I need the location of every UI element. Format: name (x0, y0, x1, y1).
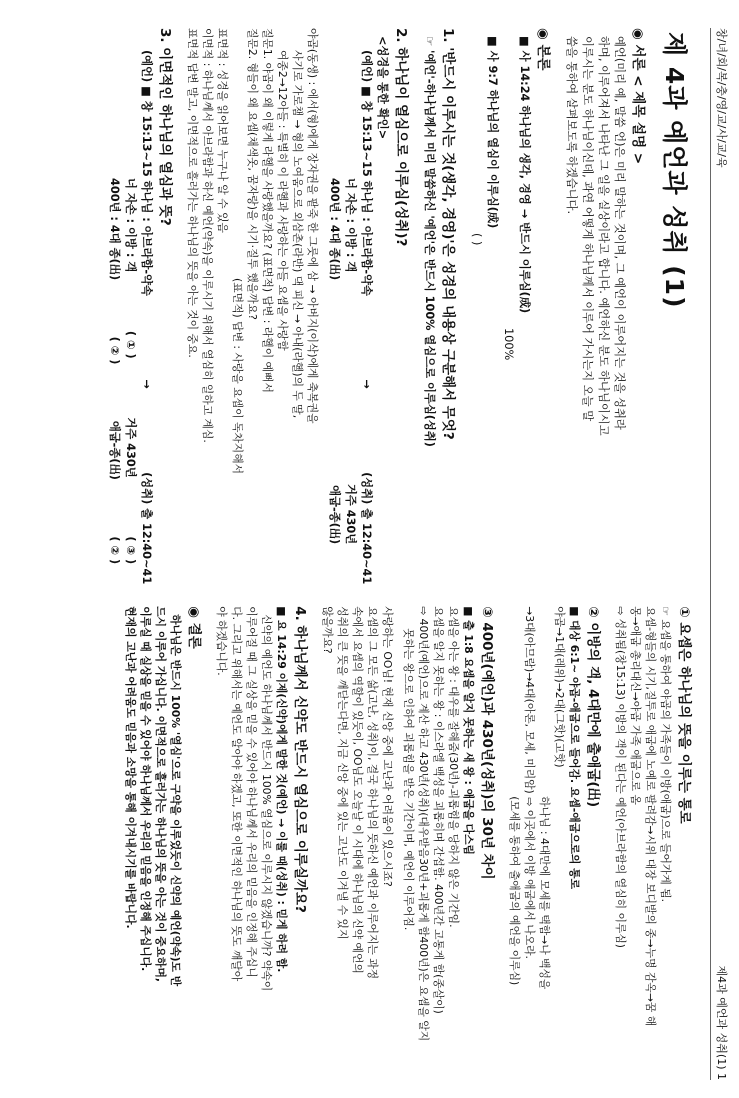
story-line: (표면적) 답변 : 사랑을 요셉이 독차지해서 (231, 278, 244, 475)
example-cell: 애굽-종(出) (108, 420, 121, 480)
example-blank: ( ① ) (124, 330, 137, 359)
story-line: 이면적 : 하나님께서 아브라함과 하신 예언(약속)을 이루시기 위해서 열심히 일하고 계심. (201, 28, 214, 443)
question-4-line: 이루어질 때 그 실상을 믿을 수 있어야 하나님께서 우리의 믿음을 인정해 주십니 (245, 606, 258, 978)
example-prophecy: (예언) ■ 창 15:13~15 하나님 : 아브라함-약속 (360, 50, 373, 296)
conclusion-line: 하나님은 반드시 100% '열심'으로 구약을 이루었듯이 신약의 예언(약속)도 반 (169, 614, 182, 987)
point-3-line: 못하는 왕으로 인하여 괴롭힘을 받은 기간이며, 예언이 이루어짐. (402, 628, 415, 931)
point-1-line: ☞ 요셉을 통하여 야곱의 가족들이 이방(애굽)으로 들어가게 됨. (659, 606, 672, 903)
example-row (122, 28, 138, 584)
conclusion-line: 드시 이루어 가십니다. 이면적으로 흘러가는 하나님의 뜻을 아는 것이 중요하며, (154, 606, 167, 982)
example-arrow: → (140, 379, 153, 389)
story-line: 사기로 가로챔 → 형의 노여움으로 외삼촌(라반) 댁 피신 → 아내(라헬)의 두 딸, (291, 50, 304, 419)
example-row (138, 28, 154, 584)
example-prophecy: (예언) ■ 창 15:13~15 하나님 : 아브라함-약속 (140, 50, 153, 296)
story-line: 표면적 : 성경을 읽어보면 누구나 알 수 있음 (216, 28, 229, 233)
question-2-sub: <성경을 통한 확인> (376, 36, 389, 140)
verse-line: ■ 사 14:24 하나님의 생각, 경영 → 반드시 이루심(成) (518, 36, 531, 314)
example-cell: 애굽-종(出) (328, 485, 341, 545)
application-line: 사랑하는 OO님! 현재 신앙 중에 고난과 어려움이 있으시죠? (381, 606, 394, 887)
point-2-line: 하나님 : 4대만에 모세를 택함→나 백성을 (538, 796, 551, 990)
intro-line: 이루시는 분도 하나님이신데, 과연 어떻게 하나님께서 이루어 가시는지 오늘 말 (581, 36, 594, 422)
question-4-line: 야 하겠습니다. (215, 606, 228, 676)
verse-blank: ( ) (470, 233, 483, 246)
lesson-title: 제 4과 예언과 성취 (1) (660, 32, 689, 309)
question-3: 3. 이면적인 하나님의 열심과 뜻? (157, 28, 173, 226)
question-4-sub: ■ 요 14:29 이제(신약)에게 말한 것(예언) → 이룰 때(성취) : 믿게 하려 함. (275, 606, 288, 973)
point-3-line: 요셉을 아는 왕 : 대우를 잘해줌(30년)-괴롭힘을 당하지 않은 기간임. (447, 606, 460, 928)
example-cell: 너 자손 : 이방 : 객 (344, 178, 357, 273)
point-3-line: 요셉을 알지 못하는 왕 : 이스라엘 백성을 괴롭히며 간섭함. 400년간 고통게 함(종살이) (432, 606, 445, 1014)
question-4-line: 신약의 예언도 하나님께서 반드시 100% 열심으로 이루시지 않겠습니까? 약속이 (260, 614, 273, 992)
intro-line: 씀을 통하여 살펴보도록 하겠습니다. (565, 36, 578, 215)
left-column (20, 28, 710, 584)
question-1: 1. '반드시 이루시는 것(생각, 경영)'은 성경의 내용상 구분해서 무엇? (440, 28, 456, 440)
story-line: 질문2. 형들이 왜 요셉(채색옷, 꿈자랑)을 시기·질투 했을까요? (246, 28, 259, 320)
point-3-line: ⇨ 400년(예언)으로 계산 하고 430년(성취)(대우받음30년+괴롭게 함400년)은 요셉을 알지 (417, 606, 430, 1042)
example-row (358, 28, 374, 584)
application-line: 속에서 요셉의 역할이 있듯이, OO님도 오늘날 이 시대에 하나님의 신약 예언의 (351, 606, 364, 974)
question-2: 2. 하나님이 열심으로 이루심(성취)? (393, 28, 409, 247)
example-blank: ( ② ) (108, 336, 121, 365)
example-cell: 400년 : 4대 종(出) (328, 178, 341, 281)
application-line: 요셉의 그 모든 삶(고난, 성취)이, 결국 하나님의 뜻하신 예언과 이루어지는 과정 (366, 606, 379, 980)
application-line: 않을까요? (321, 606, 334, 654)
point-2-line: (모세를 통하여 출애굽의 예언을 이루심) (508, 796, 521, 986)
application-line: 성취의 큰 뜻을 깨닫는다면, 지금 신앙 중에 있는 고난도 이겨낼 수 있지 (336, 606, 349, 940)
example-row (326, 28, 342, 584)
answer-1: ☞ '예언'-하나님께서 미리 말씀하신 '예언'은 반드시 100% 열심으로 이루심(성취) (423, 36, 436, 447)
point-1-line: 몽→애굽 총리대신→야곱 가족 애굽으로 옴 (629, 606, 642, 805)
example-cell: 400년 : 4대 종(出) (108, 178, 121, 281)
story-line: 표면적 답변 말고, 이면적으로 흘러가는 하나님의 뜻을 아는 것이 중요. (186, 28, 199, 358)
conclusion-line: 현재의 고난과 어려움도 믿음과 소망을 통해 이겨내시기를 바랍니다. (124, 606, 137, 929)
story-line: 여종2→12아들 : 특별히 이 라헬과 사랑하는 아들 요셉을 사랑함 (276, 50, 289, 351)
example-cell: 거주 430년 (344, 483, 357, 545)
page-header (710, 28, 733, 1080)
example-fulfillment: (성취) 출 12:40~41 (140, 472, 153, 585)
story-line: 야곱(동생) : 에서(형)에게 장자권을 팥죽 한 그릇에 삼 → 아버지(이삭)에게 축복권을 (306, 28, 319, 424)
story-line: 질문1. 야곱이 왜 이렇게 라헬을 사랑했을까요? (표면적) 답변 : 라헬이 예뻐서 (261, 28, 274, 393)
example-blank: ( ② ) (108, 536, 121, 565)
example-fulfillment: (성취) 출 12:40~41 (360, 472, 373, 585)
conclusion-line: 이루실 때 실상을 믿을 수 있어야 하나님께서 우리의 믿음을 인정해 주십니다. (139, 606, 152, 972)
point-1-line: ⇨ 성취됨(창15:13) 이방의 객이 된다는 예언(아브라함의 열심히 이루심) (614, 606, 627, 948)
body-heading: ◉ 본론 (535, 28, 551, 71)
question-4-line: 다. 그리고 위해서는 예언도 알아야 하겠고, 또한 이면적인 하나님의 뜻도 깨달아 (230, 606, 243, 982)
example-row (342, 28, 358, 584)
point-3-heading: ③ 400년(예언)과 430년(성취)의 30년 차이 (479, 606, 495, 880)
point-3-line: ■ 출 1:8 요셉을 알지 못하는 새 왕 : 애굽을 다스림 (462, 606, 475, 855)
point-2-heading: ② 이방의 객, 4대만에 출애굽(出) (585, 606, 601, 808)
intro-line: 하며, 이루어져서 나타난 그 일을 실상이라고 합니다. 예언하신 분도 하나님이시고 (597, 36, 610, 436)
point-2-line: →3대(아므람)→4대(아론, 모세, 미리암) ⇨ 이곳에서 이방 애굽에서 나오라. (523, 606, 536, 959)
example-blank: ( ③ ) (124, 536, 137, 565)
point-1-line: 요셉-형들의 시기,질투로 애굽에 노예로 팔려감→시위 대장 보디발의 종→누명 감옥→꿈 해 (644, 606, 657, 1027)
example-cell: 너 자손 : 이방 : 객 (124, 178, 137, 273)
verse-percent: 100% (502, 328, 515, 361)
right-column (20, 606, 710, 1080)
page-ref: 제4과 예언과 성취(1) 1 (715, 965, 728, 1080)
conclusion-heading: ◉ 결론 (186, 606, 202, 649)
example-arrow: → (360, 379, 373, 389)
intro-heading: ◉ 서론 < 제목 설명 > (630, 28, 646, 165)
question-4: 4. 하나님께서 신약도 반드시 열심으로 이루실까요? (292, 606, 308, 913)
example-row (106, 28, 122, 584)
point-1-heading: ① 요셉은 하나님의 뜻을 이루는 통로 (676, 606, 692, 824)
point-2-line: 야곱→1대(레위)→2대(그핫)(고핫) (553, 606, 566, 768)
intro-line: 예언(미리 예, 말씀 언)은 미리 말하는 것이며, 그 예언이 이루어지는 것을 성취라 (613, 36, 626, 430)
verse-line: ■ 사 9:7 하나님의 열심이 이루심(成) (486, 36, 499, 229)
example-cell: 거주 430년 (124, 417, 137, 478)
point-2-line: ■ 대상 6:1~ 야곱-애굽으로 들어감. 요셉-애굽으로의 통로 (568, 606, 581, 890)
course-label: 창/녀/회/복/충/영/교/사/교/육 (715, 28, 728, 168)
